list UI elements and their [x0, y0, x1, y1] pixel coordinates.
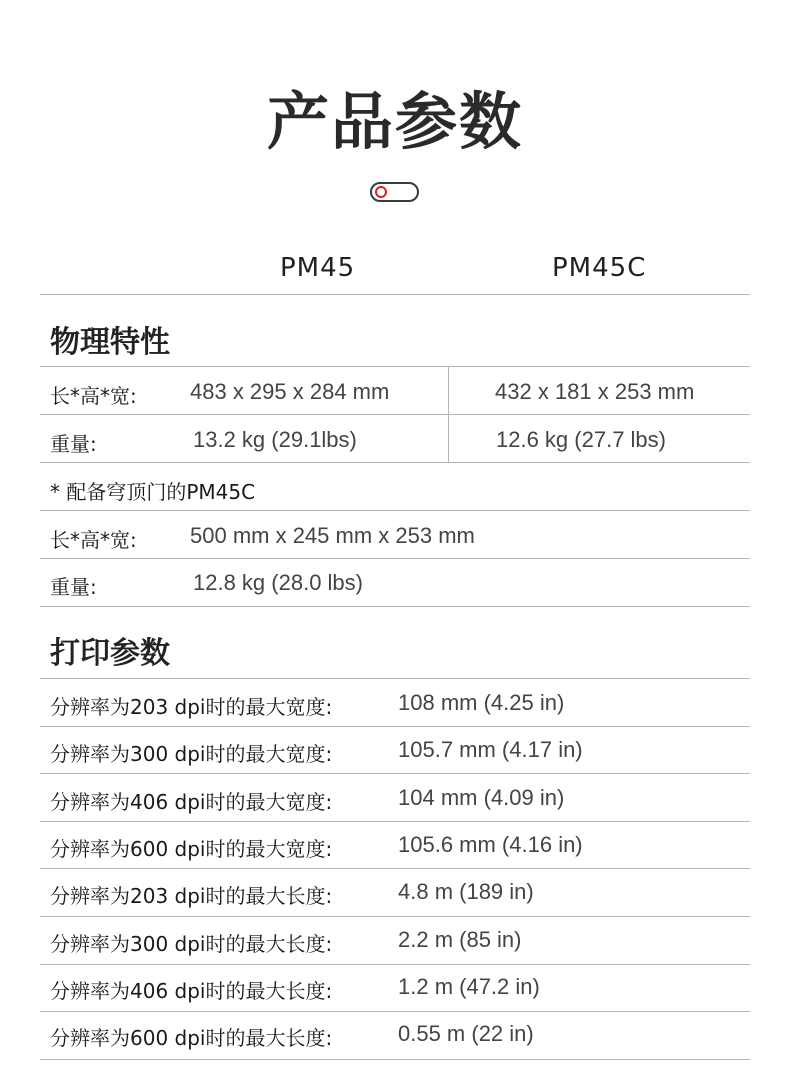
column-divider: [448, 366, 449, 462]
divider: [40, 294, 750, 295]
pm45c-dimensions-value: 432 x 181 x 253 mm: [495, 379, 695, 404]
print-row-value: 2.2 m (85 in): [398, 927, 522, 952]
divider: [40, 821, 750, 822]
print-row-label: 分辨率为406 dpi时的最大宽度:: [50, 790, 333, 814]
toggle-switch-icon: [370, 182, 419, 202]
divider: [40, 366, 750, 367]
pm45-dimensions-value: 483 x 295 x 284 mm: [190, 379, 390, 404]
dome-door-note: * 配备穹顶门的PM45C: [50, 480, 256, 504]
column-header-pm45c: PM45C: [552, 253, 647, 283]
divider: [40, 414, 750, 415]
toggle-knob-icon: [375, 186, 387, 198]
section-heading-print: 打印参数: [50, 636, 170, 671]
divider: [40, 773, 750, 774]
divider: [40, 868, 750, 869]
divider: [40, 510, 750, 511]
print-row-label: 分辨率为300 dpi时的最大长度:: [50, 932, 333, 956]
divider: [40, 726, 750, 727]
dome-weight-value: 12.8 kg (28.0 lbs): [193, 570, 363, 595]
dome-dimensions-value: 500 mm x 245 mm x 253 mm: [190, 523, 475, 548]
divider: [40, 916, 750, 917]
divider: [40, 462, 750, 463]
print-row-label: 分辨率为600 dpi时的最大长度:: [50, 1026, 333, 1050]
pm45c-weight-value: 12.6 kg (27.7 lbs): [496, 427, 666, 452]
print-row-value: 104 mm (4.09 in): [398, 785, 565, 810]
row-label-dimensions: 长*高*宽:: [50, 528, 137, 552]
row-label-dimensions: 长*高*宽:: [50, 384, 137, 408]
divider: [40, 678, 750, 679]
print-row-label: 分辨率为203 dpi时的最大长度:: [50, 884, 333, 908]
divider: [40, 558, 750, 559]
divider: [40, 964, 750, 965]
section-heading-physical: 物理特性: [50, 325, 170, 360]
print-row-label: 分辨率为406 dpi时的最大长度:: [50, 979, 333, 1003]
print-row-label: 分辨率为300 dpi时的最大宽度:: [50, 742, 333, 766]
print-row-label: 分辨率为600 dpi时的最大宽度:: [50, 837, 333, 861]
print-row-value: 1.2 m (47.2 in): [398, 974, 540, 999]
print-row-value: 108 mm (4.25 in): [398, 690, 565, 715]
divider: [40, 1011, 750, 1012]
print-row-label: 分辨率为203 dpi时的最大宽度:: [50, 695, 333, 719]
print-row-value: 4.8 m (189 in): [398, 879, 534, 904]
divider: [40, 606, 750, 607]
print-row-value: 105.6 mm (4.16 in): [398, 832, 583, 857]
divider: [40, 1059, 750, 1060]
print-row-value: 0.55 m (22 in): [398, 1021, 534, 1046]
row-label-weight: 重量:: [50, 575, 97, 599]
row-label-weight: 重量:: [50, 432, 97, 456]
pm45-weight-value: 13.2 kg (29.1lbs): [193, 427, 357, 452]
page-title: 产品参数: [266, 85, 523, 158]
column-header-pm45: PM45: [280, 253, 356, 283]
print-row-value: 105.7 mm (4.17 in): [398, 737, 583, 762]
